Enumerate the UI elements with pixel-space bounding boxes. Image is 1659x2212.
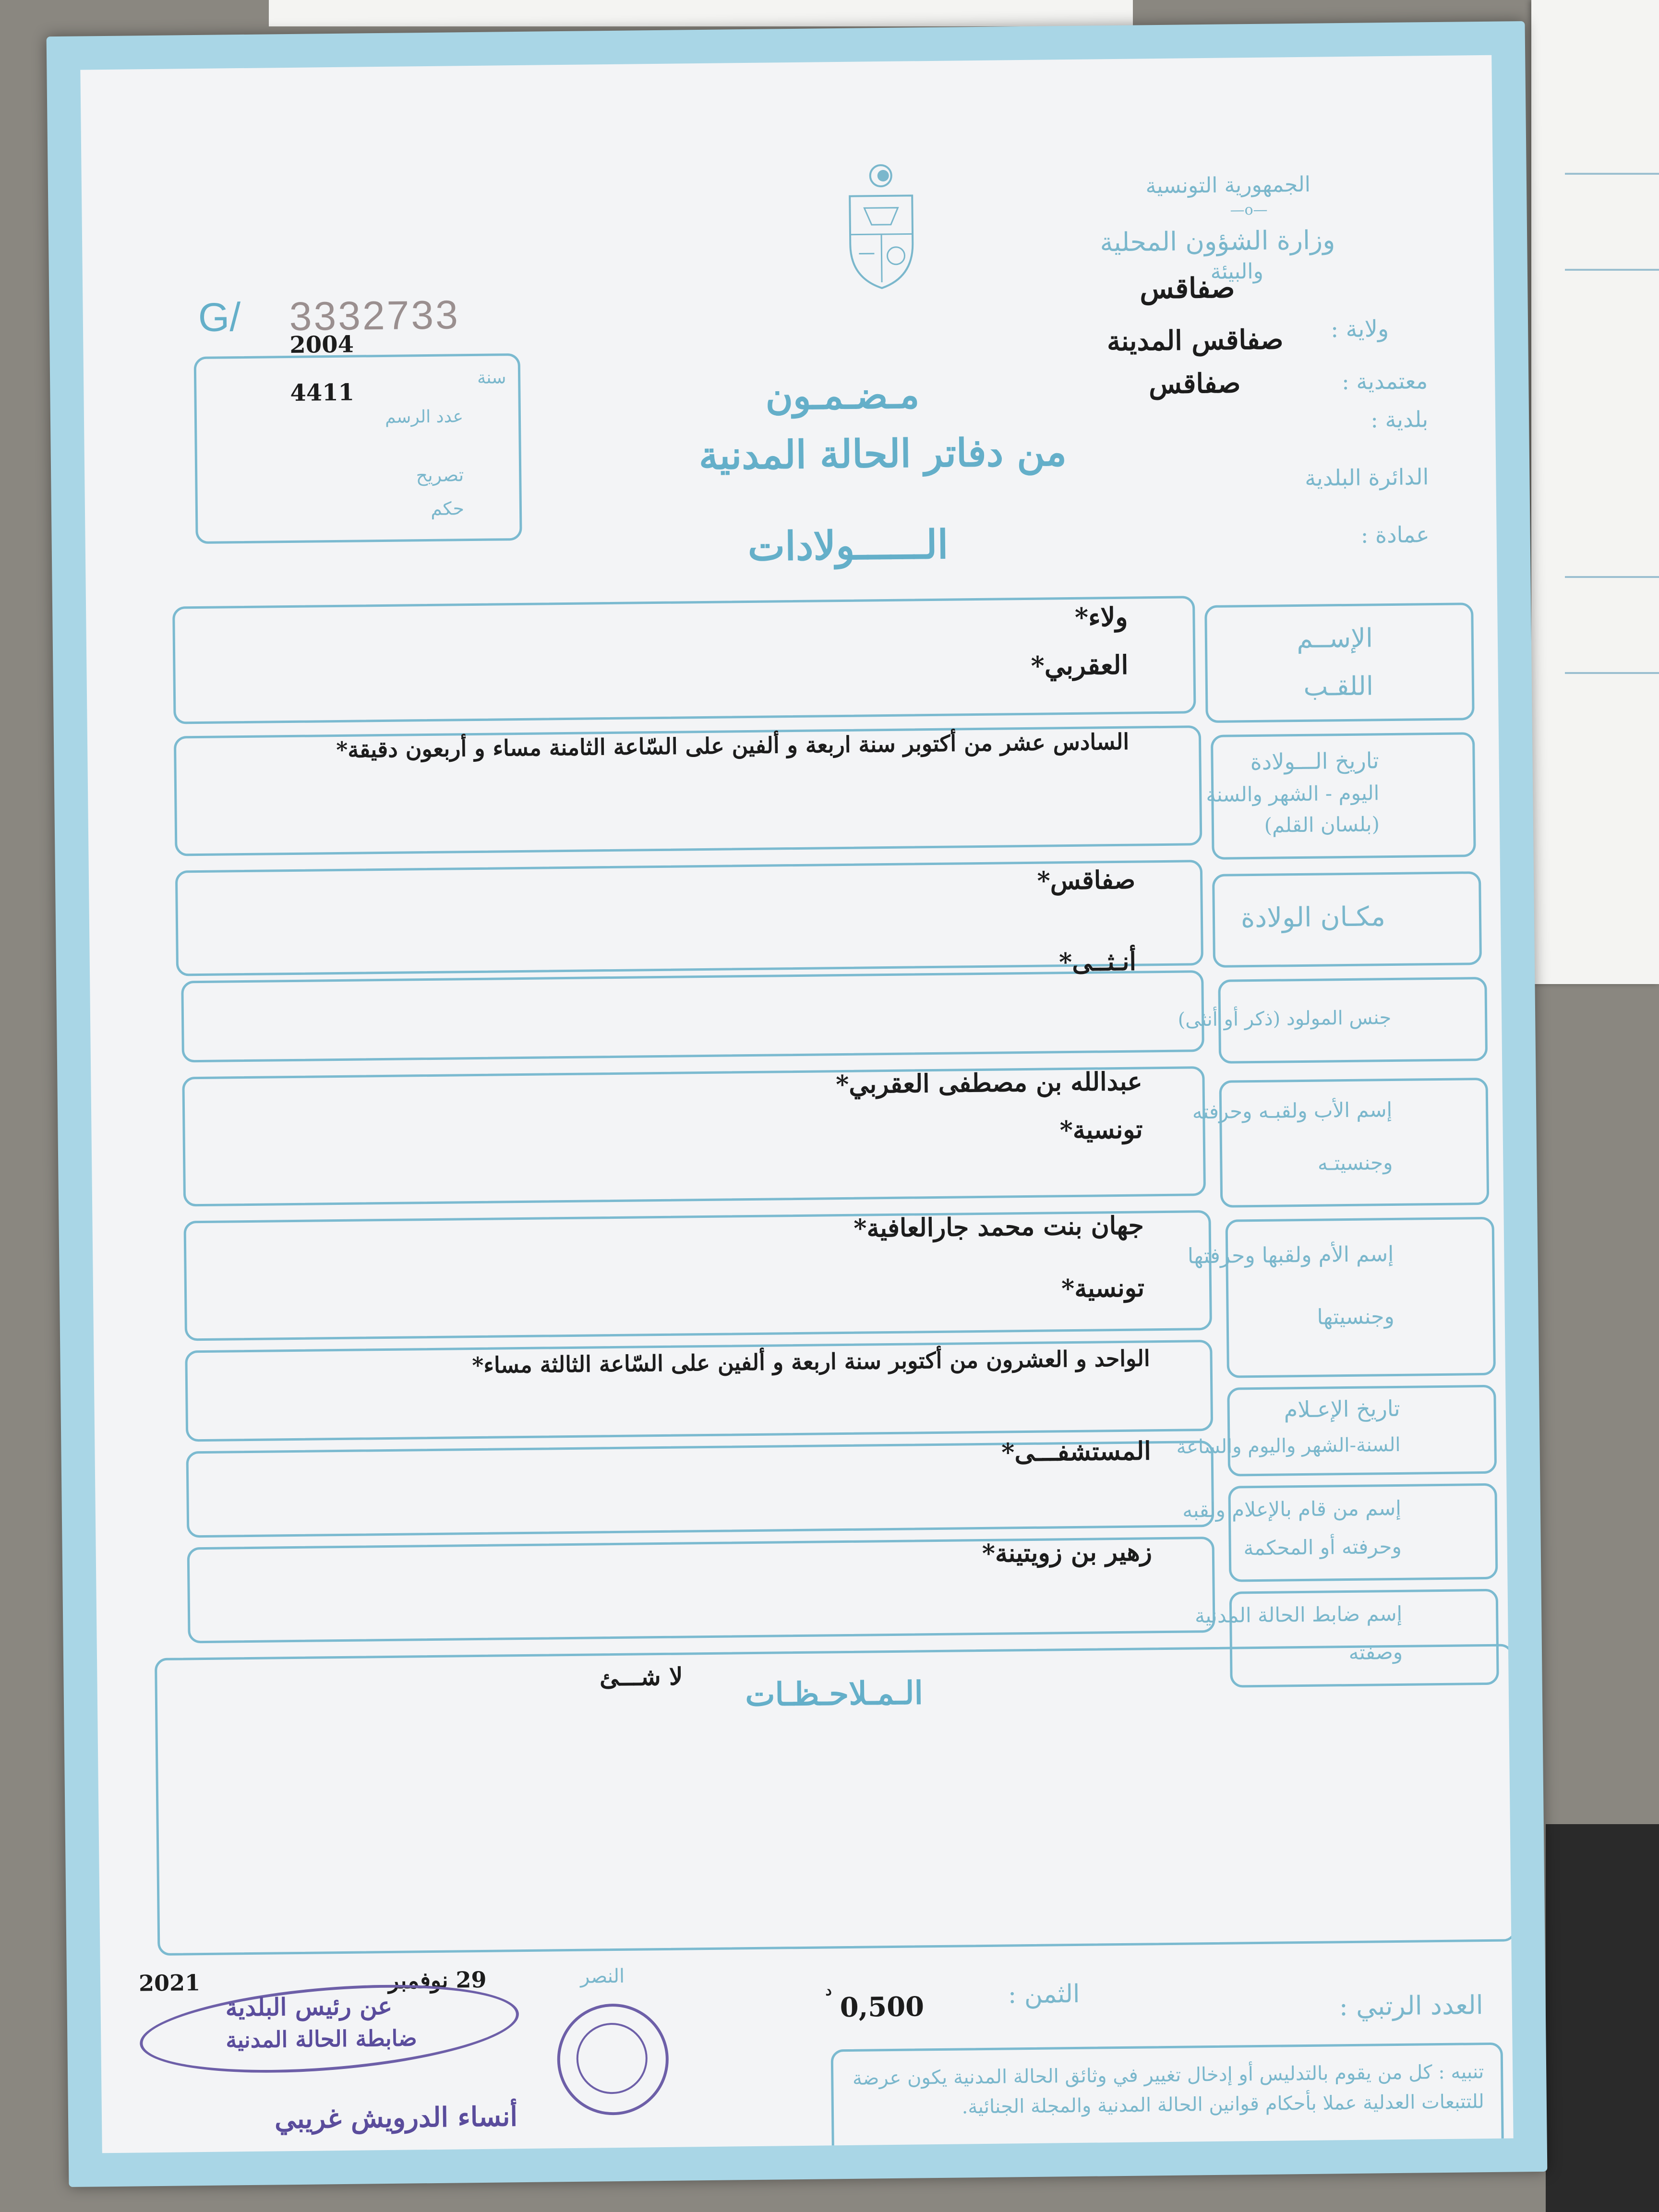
signatory-name: أنساء الدرويش غريبي bbox=[274, 2101, 518, 2135]
field-label: وصفته bbox=[1348, 1640, 1403, 1665]
field-value-box bbox=[181, 970, 1204, 1062]
divider bbox=[1565, 173, 1659, 175]
wilaya-value: صفاقس bbox=[1139, 271, 1235, 305]
divider bbox=[1565, 672, 1659, 674]
ministry-label: وزارة الشؤون المحلية bbox=[1100, 225, 1335, 258]
judgment-label: حكم bbox=[430, 498, 465, 519]
seal-inner-ring bbox=[576, 2022, 648, 2094]
field-value-father: عبدالله بن مصطفى العقربي* bbox=[835, 1067, 1142, 1100]
record-number-value: 4411 bbox=[290, 379, 355, 407]
republic-label: الجمهورية التونسية bbox=[1145, 172, 1311, 199]
baladiya-label: بلدية : bbox=[1370, 406, 1429, 433]
ministry-label-2: والبيئة bbox=[1210, 259, 1264, 284]
field-value-birth-place: صفاقس* bbox=[1037, 865, 1136, 896]
field-value-name: ولاء* bbox=[1074, 601, 1128, 633]
field-label: جنس المولود (ذكر أو أنثى) bbox=[1178, 1007, 1392, 1031]
price-label: الثمن : bbox=[1008, 1979, 1080, 2009]
issue-date: 29 نوفمبر bbox=[388, 1966, 487, 1994]
field-label: (بلسان القلم) bbox=[1264, 812, 1380, 837]
section-title: الــــــولادات bbox=[747, 521, 949, 570]
omada-label: عمادة : bbox=[1360, 521, 1430, 548]
mootamadiya-value: صفاقس المدينة bbox=[1106, 324, 1284, 358]
signatory-title: عن رئيس البلدية bbox=[225, 1991, 393, 2022]
background-paper-right bbox=[1531, 0, 1659, 984]
serial-number-label: العدد الرتبي : bbox=[1339, 1990, 1484, 2022]
baladiya-value: صفاقس bbox=[1148, 367, 1241, 400]
field-label: إسم من قام بالإعلام ولقبه bbox=[1182, 1496, 1402, 1522]
document-title: مـضـمـون bbox=[765, 373, 920, 419]
record-number-label: عدد الرسم bbox=[385, 407, 464, 427]
field-label-box bbox=[1226, 1217, 1496, 1378]
background-dark-area bbox=[1546, 1824, 1659, 2212]
serial-prefix: G/ bbox=[198, 294, 241, 340]
divider bbox=[1565, 576, 1659, 578]
field-label: اليوم - الشهر والسنة bbox=[1206, 781, 1380, 807]
mootamadiya-label: معتمدية : bbox=[1341, 368, 1428, 395]
field-value-declarant: المستشفـــى* bbox=[1001, 1436, 1151, 1467]
record-box bbox=[194, 353, 522, 544]
printer-label: المطبعة الرسمية bbox=[1514, 1746, 1547, 1793]
field-label-box bbox=[1219, 1078, 1490, 1208]
background-paper-top bbox=[269, 0, 1133, 26]
daira-label: الدائرة البلدية bbox=[1304, 464, 1429, 491]
field-label: إسم الأم ولقبها وحرفتها bbox=[1187, 1241, 1394, 1269]
wilaya-label: ولاية : bbox=[1330, 315, 1389, 343]
field-label: وجنسيتها bbox=[1317, 1304, 1395, 1330]
serial-number: 3332733 bbox=[289, 292, 460, 339]
field-label: وحرفته أو المحكمة bbox=[1243, 1534, 1402, 1560]
price-unit: د bbox=[825, 1982, 832, 1999]
field-label: وجنسيتـه bbox=[1317, 1151, 1393, 1175]
field-value-birth-date: السادس عشر من أكتوبر سنة اربعة و ألفين على السّاعة الثامنة مساء و أربعون دقيقة* bbox=[336, 728, 1130, 763]
signatory-role: ضابطة الحالة المدنية bbox=[226, 2025, 417, 2053]
field-label: تاريخ الإعـلام bbox=[1284, 1395, 1400, 1423]
field-value-mother: جهان بنت محمد جارالعافية* bbox=[853, 1211, 1144, 1243]
field-value-declaration-date: الواحد و العشرون من أكتوبر سنة اربعة و ألفين على السّاعة الثالثة مساء* bbox=[471, 1345, 1150, 1379]
field-value-surname: العقربي* bbox=[1031, 649, 1129, 681]
field-value-registrar: زهير بن زويتينة* bbox=[982, 1537, 1153, 1569]
birth-certificate-paper: الجمهورية التونسية —o— وزارة الشؤون المحلية والبيئة صفاقس ولاية : صفاقس المدينة معتمدية : صفاقس بلدية : الدائرة البلدية عمادة : G/ 3332733 2004 سنة 4411 عدد الرسم تصريح حكم مـضـمـون من دفاتر الحالة المدنية الــــــولادات الإســم اللقـب ولاء* العقربي* تاريخ الـــولادة اليوم - الشهر والسنة (بلسان القلم) السادس عشر من أكتوبر سنة اربعة و ألفين على السّاعة الثامنة مساء و أربعون دقيقة* مكـان الولادة صفاقس* جنس المولود (ذكر أو أنثى) أنـثــى* إسم الأب ولقبـه وحرفته وجنسيتـه عبدالله بن مصطفى العقربي* تونسية* إسم الأم ولقبها وحرفتها وجنسيتها جهان بنت محمد جارالعافية* تونسية* تاريخ الإعـلام السنة-الشهر واليوم والساعة الواحد و العشرون من أكتوبر سنة اربعة و ألفين على السّاعة الثالثة مساء* إسم من قام بالإعلام ولقبه وحرفته أو المحكمة المستشفـــى* إسم ضابط الحالة المدنية وصفته زهير بن زويتينة* الـمـلاحـظـات لا شـــئ المطبعة الرسمية العدد الرتبي : الثمن : 0,500 د 2021 29 نوفمبر النصر عن رئيس البلدية ضابطة الحالة المدنية أنساء الدرويش غريبي تنبيه : كل من يقوم بالتدليس أو إدخال تغيير في وثائق الحالة المدنية يكون عرضة للتتبعات العدلية عملا بأحكام قوانين الحالة المدنية والمجلة الجنائية. bbox=[47, 21, 1548, 2187]
price-value: 0,500 bbox=[840, 1991, 925, 2024]
field-label: إسم الأب ولقبـه وحرفته bbox=[1192, 1098, 1393, 1124]
field-label: اللقـب bbox=[1303, 671, 1374, 702]
field-label: الإســم bbox=[1296, 623, 1373, 654]
field-label: إسم ضابط الحالة المدنية bbox=[1194, 1601, 1403, 1628]
warning-text: تنبيه : كل من يقوم بالتدليس أو إدخال تغيير في وثائق الحالة المدنية يكون عرضة للتتبعات العدلية عملا بأحكام قوانين الحالة المدنية والمجلة الجنائية. bbox=[852, 2061, 1485, 2118]
field-label: السنة-الشهر واليوم والساعة bbox=[1176, 1433, 1401, 1458]
field-value-father-nationality: تونسية* bbox=[1059, 1115, 1143, 1145]
field-label: مكـان الولادة bbox=[1240, 901, 1386, 934]
field-label: تاريخ الـــولادة bbox=[1250, 747, 1379, 775]
record-year-label: سنة bbox=[477, 368, 506, 388]
field-label-box bbox=[1204, 602, 1475, 723]
remarks-value: لا شـــئ bbox=[599, 1662, 683, 1692]
record-year-value: 2004 bbox=[289, 331, 354, 359]
divider bbox=[1565, 269, 1659, 271]
field-value-gender: أنـثــى* bbox=[1058, 947, 1137, 977]
document-subtitle: من دفاتر الحالة المدنية bbox=[698, 429, 1067, 479]
remarks-label: الـمـلاحـظـات bbox=[745, 1674, 924, 1714]
issue-place-label: النصر bbox=[580, 1965, 625, 1988]
declaration-label: تصريح bbox=[416, 464, 464, 486]
field-value-mother-nationality: تونسية* bbox=[1061, 1273, 1145, 1304]
coat-of-arms-icon bbox=[844, 162, 918, 292]
issue-year: 2021 bbox=[138, 1970, 201, 1996]
